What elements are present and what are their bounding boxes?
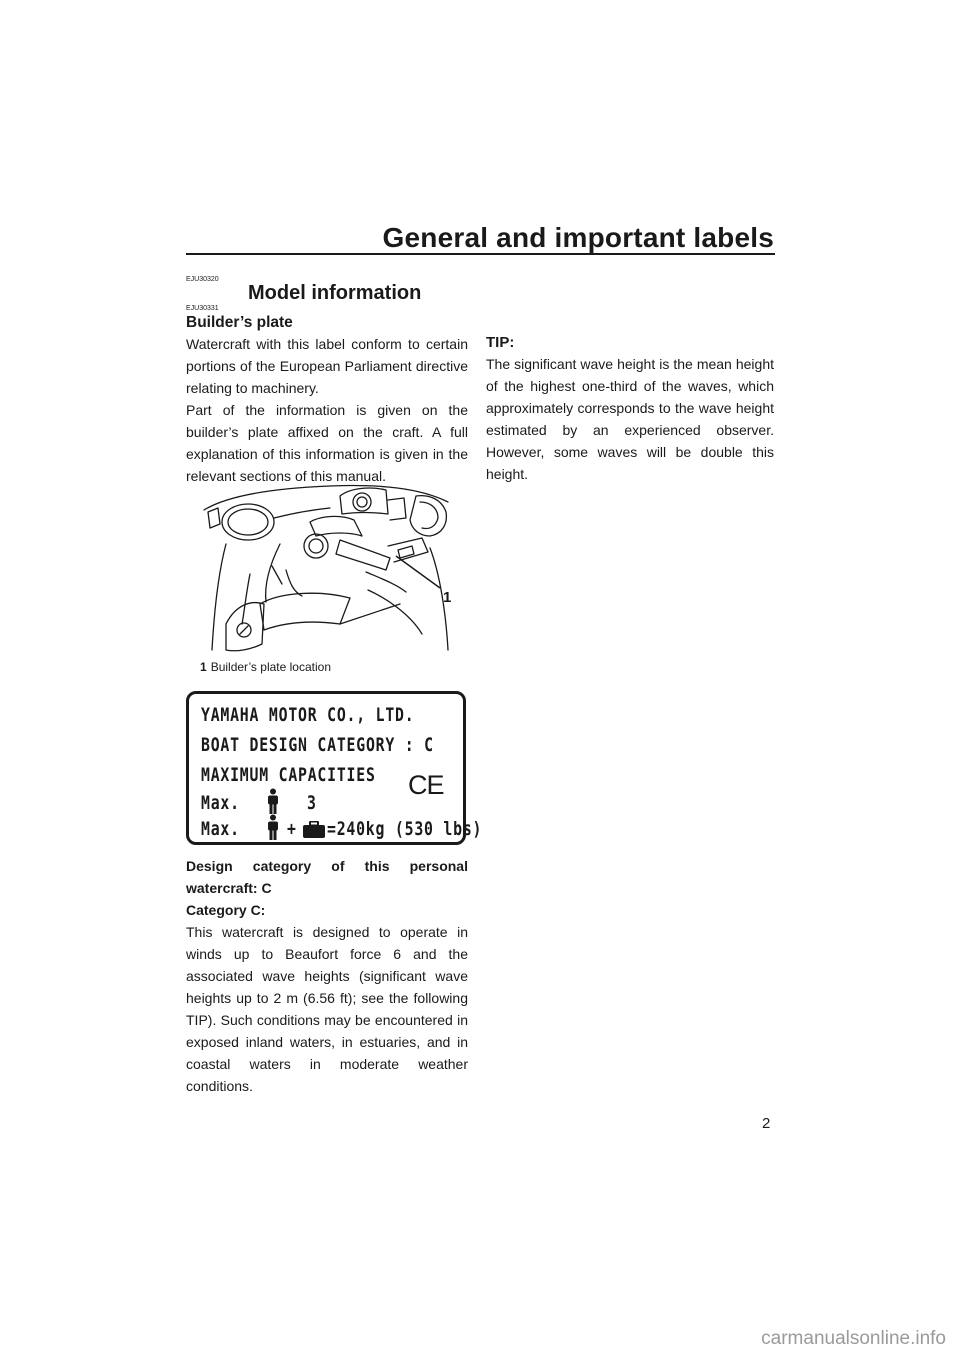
header-rule (186, 253, 775, 255)
plate-line-max-capacities: MAXIMUM CAPACITIES (201, 764, 376, 786)
page-header-title: General and important labels (382, 222, 774, 253)
category-c-heading: Category C: (186, 902, 266, 918)
figure-caption-number: 1 (200, 660, 207, 674)
figure-callout-1: 1 (443, 589, 452, 606)
section-code: EJU30320 (186, 276, 219, 283)
intro-paragraph-1: Watercraft with this label conform to certain portions of the European Parliament directive relating to machinery. (186, 336, 468, 396)
plate-max-load-value: =240kg (530 lbs) (327, 818, 483, 840)
plate-plus-sign: + (287, 818, 297, 840)
left-column-category (186, 855, 468, 1097)
intro-paragraph-2: Part of the information is given on the builder’s plate affixed on the craft. A full explanation of this information is given in the relevant sections of this manual. (186, 402, 468, 484)
category-c-description: This watercraft is designed to operate in winds up to Beaufort force 6 and the associated wave heights (significant wave heights up to 2 m (6.56 ft); see the following TIP). Such conditions may be encountered in exposed inland waters, in estuaries, and in coastal waters in moderate weather conditions. (186, 924, 468, 1094)
builders-plate-label (186, 691, 483, 845)
tip-heading: TIP: (486, 334, 515, 351)
subsection-title: Builder’s plate (186, 314, 293, 331)
subsection-code: EJU30331 (186, 305, 219, 312)
ce-mark: CE (408, 770, 444, 800)
luggage-icon (303, 821, 325, 838)
figure-caption (200, 660, 331, 674)
watermark: carmanualsonline.info (761, 1328, 946, 1349)
watercraft-handlebar-illustration (190, 474, 470, 666)
figure-caption-text: Builder’s plate location (210, 660, 331, 674)
person-icon (265, 814, 281, 840)
plate-max-persons-label: Max. (201, 792, 240, 814)
plate-max-load-label: Max. (201, 818, 240, 840)
section-title: Model information (248, 282, 422, 304)
person-icon (265, 788, 281, 814)
left-column-intro (186, 333, 468, 487)
plate-line-design-category: BOAT DESIGN CATEGORY : C (201, 734, 434, 756)
design-category-statement: Design category of this personal watercraft: C (186, 858, 468, 896)
plate-line-manufacturer: YAMAHA MOTOR CO., LTD. (201, 704, 415, 726)
tip-text: The significant wave height is the mean height of the highest one-third of the waves, which approximately corresponds to the wave height estimated by an experienced observer. However, some waves will be double this height. (486, 356, 774, 482)
plate-max-persons-value: 3 (307, 792, 317, 814)
page-number: 2 (762, 1115, 771, 1132)
